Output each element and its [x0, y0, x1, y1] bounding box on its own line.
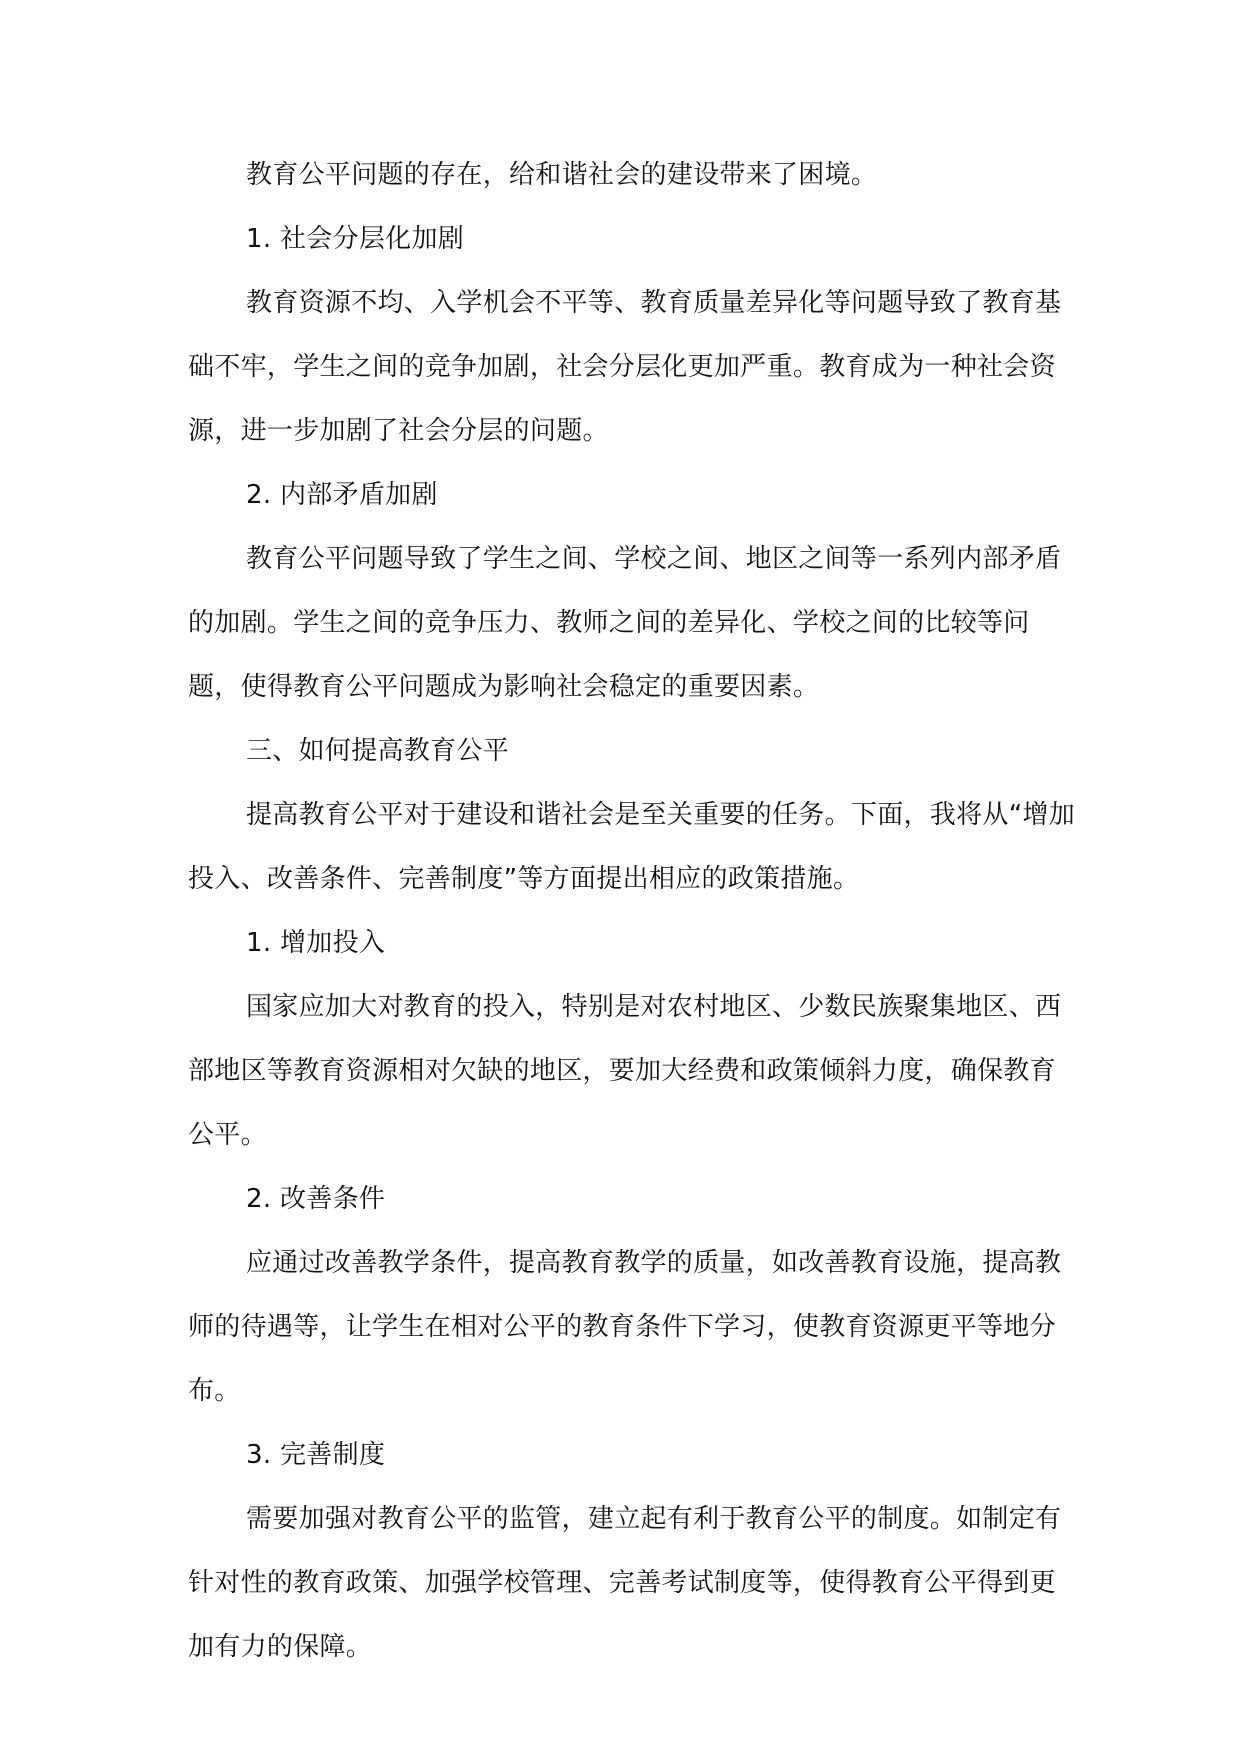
heading-increase-investment: 1. 增加投入 — [246, 928, 386, 958]
paragraph-improve-conditions: 应通过改善教学条件，提高教育教学的质量，如改善教育设施，提高教师的待遇等，让学生在相对公平的教育条件下学习，使教育资源更平等地分布。 — [188, 1248, 1062, 1406]
heading-internal-conflict: 2. 内部矛盾加剧 — [246, 480, 438, 510]
paragraph-internal-conflict: 教育公平问题导致了学生之间、学校之间、地区之间等一系列内部矛盾的加剧。学生之间的竞争压力、教师之间的差异化、学校之间的比较等问题，使得教育公平问题成为影响社会稳定的重要因素。 — [188, 544, 1062, 702]
paragraph-intro: 教育公平问题的存在，给和谐社会的建设带来了困境。 — [246, 160, 878, 190]
heading-improve-system: 3. 完善制度 — [246, 1440, 386, 1470]
paragraph-stratification: 教育资源不均、入学机会不平等、教育质量差异化等问题导致了教育基础不牢，学生之间的竞争加剧，社会分层化更加严重。教育成为一种社会资源，进一步加剧了社会分层的问题。 — [188, 288, 1062, 446]
heading-stratification: 1. 社会分层化加剧 — [246, 224, 465, 254]
paragraph-improve-equity: 提高教育公平对于建设和谐社会是至关重要的任务。下面，我将从“增加投入、改善条件、完善制度”等方面提出相应的政策措施。 — [188, 800, 1076, 894]
section-heading-improve-equity: 三、如何提高教育公平 — [246, 736, 510, 766]
heading-improve-conditions: 2. 改善条件 — [246, 1184, 386, 1214]
paragraph-improve-system: 需要加强对教育公平的监管，建立起有利于教育公平的制度。如制定有针对性的教育政策、加强学校管理、完善考试制度等，使得教育公平得到更加有力的保障。 — [188, 1504, 1062, 1662]
paragraph-increase-investment: 国家应加大对教育的投入，特别是对农村地区、少数民族聚集地区、西部地区等教育资源相对欠缺的地区，要加大经费和政策倾斜力度，确保教育公平。 — [188, 992, 1062, 1150]
